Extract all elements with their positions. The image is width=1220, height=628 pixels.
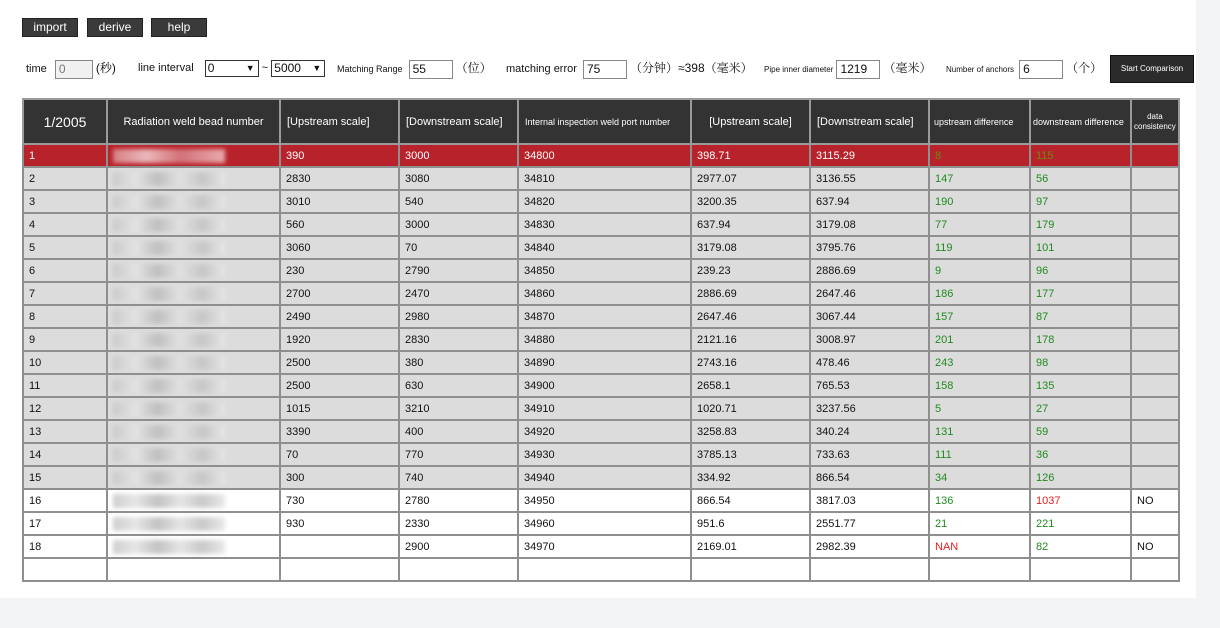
pipe-diameter-unit: （毫米） xyxy=(883,61,932,75)
cell-data-consistency xyxy=(1131,512,1179,535)
cell-data-consistency xyxy=(1131,305,1179,328)
col-downstream-difference[interactable]: downstream difference xyxy=(1030,99,1131,144)
cell-row-number: 13 xyxy=(23,420,107,443)
cell-weld-bead-number xyxy=(107,535,280,558)
redacted-value xyxy=(113,264,225,278)
table-row[interactable] xyxy=(23,535,1179,558)
cell-weld-bead-number xyxy=(107,558,280,581)
cell-weld-bead-number xyxy=(107,213,280,236)
cell-row-number: 17 xyxy=(23,512,107,535)
cell-downstream-difference: 126 xyxy=(1030,466,1131,489)
table-row[interactable] xyxy=(23,397,1179,420)
cell-row-number: 10 xyxy=(23,351,107,374)
cell-inspection-downstream: 3067.44 xyxy=(810,305,929,328)
table-row[interactable] xyxy=(23,558,1179,581)
table-row[interactable] xyxy=(23,236,1179,259)
cell-weld-port-number: 34960 xyxy=(518,512,691,535)
cell-downstream-difference: 115 xyxy=(1030,144,1131,167)
matching-error-control xyxy=(506,58,753,80)
cell-data-consistency xyxy=(1131,259,1179,282)
table-row[interactable] xyxy=(23,328,1179,351)
redacted-value xyxy=(113,195,225,209)
cell-upstream-scale: 730 xyxy=(280,489,399,512)
cell-downstream-scale: 3080 xyxy=(399,167,518,190)
cell-inspection-upstream: 334.92 xyxy=(691,466,810,489)
cell-upstream-difference: 186 xyxy=(929,282,1030,305)
cell-upstream-scale: 1015 xyxy=(280,397,399,420)
matching-range-label: Matching Range xyxy=(337,64,403,74)
cell-upstream-scale: 560 xyxy=(280,213,399,236)
cell-weld-bead-number xyxy=(107,305,280,328)
cell-weld-bead-number xyxy=(107,190,280,213)
table-row[interactable] xyxy=(23,259,1179,282)
time-control xyxy=(26,58,116,80)
cell-downstream-difference: 36 xyxy=(1030,443,1131,466)
cell-row-number: 5 xyxy=(23,236,107,259)
cell-row-number: 9 xyxy=(23,328,107,351)
cell-inspection-downstream: 2551.77 xyxy=(810,512,929,535)
col-inspection-downstream-scale[interactable]: [Downstream scale] xyxy=(810,99,929,144)
cell-downstream-scale: 2980 xyxy=(399,305,518,328)
cell-upstream-difference: 243 xyxy=(929,351,1030,374)
cell-inspection-downstream: 733.63 xyxy=(810,443,929,466)
line-to-value: 5000 xyxy=(274,60,301,75)
cell-upstream-scale xyxy=(280,535,399,558)
pipe-diameter-input[interactable]: 1219 xyxy=(836,60,880,79)
cell-downstream-difference: 82 xyxy=(1030,535,1131,558)
cell-weld-port-number: 34810 xyxy=(518,167,691,190)
anchors-input[interactable]: 6 xyxy=(1019,60,1063,79)
table-row[interactable] xyxy=(23,144,1179,167)
cell-upstream-scale: 2500 xyxy=(280,374,399,397)
table-row[interactable] xyxy=(23,489,1179,512)
cell-inspection-upstream: 2658.1 xyxy=(691,374,810,397)
cell-inspection-upstream: 2169.01 xyxy=(691,535,810,558)
cell-weld-bead-number xyxy=(107,512,280,535)
cell-upstream-scale: 300 xyxy=(280,466,399,489)
cell-inspection-upstream: 2743.16 xyxy=(691,351,810,374)
cell-inspection-upstream: 398.71 xyxy=(691,144,810,167)
redacted-value xyxy=(113,379,225,393)
cell-inspection-upstream: 2977.07 xyxy=(691,167,810,190)
cell-downstream-scale: 3000 xyxy=(399,213,518,236)
cell-upstream-scale: 230 xyxy=(280,259,399,282)
redacted-value xyxy=(113,471,225,485)
cell-weld-port-number: 34850 xyxy=(518,259,691,282)
anchors-unit: （个） xyxy=(1066,61,1103,75)
help-button[interactable]: help xyxy=(151,18,207,37)
cell-data-consistency xyxy=(1131,144,1179,167)
tilde-separator: ~ xyxy=(261,62,269,74)
cell-upstream-difference: 158 xyxy=(929,374,1030,397)
cell-row-number: 6 xyxy=(23,259,107,282)
cell-weld-bead-number xyxy=(107,466,280,489)
cell-data-consistency: NO xyxy=(1131,535,1179,558)
cell-row-number: 4 xyxy=(23,213,107,236)
table-row[interactable] xyxy=(23,351,1179,374)
table-row[interactable] xyxy=(23,512,1179,535)
comparison-table xyxy=(22,98,1180,582)
cell-inspection-downstream: 3179.08 xyxy=(810,213,929,236)
cell-data-consistency xyxy=(1131,374,1179,397)
cell-upstream-difference: 5 xyxy=(929,397,1030,420)
cell-inspection-upstream: 3200.35 xyxy=(691,190,810,213)
cell-downstream-scale: 2780 xyxy=(399,489,518,512)
col-inspection-upstream-scale[interactable]: [Upstream scale] xyxy=(691,99,810,144)
cell-data-consistency xyxy=(1131,443,1179,466)
cell-downstream-scale xyxy=(399,558,518,581)
cell-upstream-difference: 111 xyxy=(929,443,1030,466)
cell-inspection-upstream: 3785.13 xyxy=(691,443,810,466)
redacted-value xyxy=(113,494,225,508)
cell-inspection-downstream xyxy=(810,558,929,581)
cell-row-number: 3 xyxy=(23,190,107,213)
cell-row-number: 12 xyxy=(23,397,107,420)
cell-downstream-scale: 400 xyxy=(399,420,518,443)
line-interval-label: line interval xyxy=(138,62,194,74)
cell-downstream-difference: 135 xyxy=(1030,374,1131,397)
cell-upstream-difference: 77 xyxy=(929,213,1030,236)
col-upstream-difference[interactable]: upstream difference xyxy=(929,99,1030,144)
cell-upstream-scale: 1920 xyxy=(280,328,399,351)
cell-upstream-scale: 2490 xyxy=(280,305,399,328)
cell-upstream-scale: 2500 xyxy=(280,351,399,374)
cell-row-number: 14 xyxy=(23,443,107,466)
cell-upstream-difference: 34 xyxy=(929,466,1030,489)
cell-downstream-difference: 101 xyxy=(1030,236,1131,259)
redacted-value xyxy=(113,333,225,347)
table-row[interactable] xyxy=(23,167,1179,190)
cell-weld-bead-number xyxy=(107,167,280,190)
cell-upstream-difference: 131 xyxy=(929,420,1030,443)
cell-upstream-scale: 3010 xyxy=(280,190,399,213)
cell-inspection-downstream: 2886.69 xyxy=(810,259,929,282)
cell-weld-port-number: 34800 xyxy=(518,144,691,167)
cell-weld-port-number: 34870 xyxy=(518,305,691,328)
cell-inspection-downstream: 478.46 xyxy=(810,351,929,374)
table-row[interactable] xyxy=(23,374,1179,397)
cell-row-number xyxy=(23,558,107,581)
cell-data-consistency xyxy=(1131,167,1179,190)
redacted-value xyxy=(113,448,225,462)
cell-upstream-difference: NAN xyxy=(929,535,1030,558)
cell-weld-port-number: 34920 xyxy=(518,420,691,443)
cell-weld-bead-number xyxy=(107,420,280,443)
cell-upstream-difference: 136 xyxy=(929,489,1030,512)
cell-upstream-difference: 21 xyxy=(929,512,1030,535)
cell-row-number: 1 xyxy=(23,144,107,167)
table-row[interactable] xyxy=(23,213,1179,236)
cell-data-consistency xyxy=(1131,351,1179,374)
cell-downstream-scale: 380 xyxy=(399,351,518,374)
line-from-value: 0 xyxy=(207,60,215,75)
cell-inspection-downstream: 3136.55 xyxy=(810,167,929,190)
cell-weld-port-number: 34930 xyxy=(518,443,691,466)
cell-upstream-scale: 2700 xyxy=(280,282,399,305)
cell-row-number: 8 xyxy=(23,305,107,328)
time-unit: (秒) xyxy=(95,61,116,75)
cell-downstream-scale: 770 xyxy=(399,443,518,466)
cell-inspection-downstream: 765.53 xyxy=(810,374,929,397)
cell-weld-bead-number xyxy=(107,443,280,466)
table-row[interactable] xyxy=(23,420,1179,443)
cell-inspection-upstream: 637.94 xyxy=(691,213,810,236)
cell-weld-bead-number xyxy=(107,259,280,282)
cell-weld-port-number: 34830 xyxy=(518,213,691,236)
cell-data-consistency xyxy=(1131,213,1179,236)
cell-upstream-scale: 390 xyxy=(280,144,399,167)
cell-data-consistency xyxy=(1131,282,1179,305)
cell-upstream-difference: 201 xyxy=(929,328,1030,351)
cell-weld-port-number: 34890 xyxy=(518,351,691,374)
cell-row-number: 16 xyxy=(23,489,107,512)
cell-weld-bead-number xyxy=(107,351,280,374)
time-label: time xyxy=(26,63,47,75)
anchors-control xyxy=(946,58,1102,80)
cell-upstream-difference xyxy=(929,558,1030,581)
cell-upstream-scale: 3060 xyxy=(280,236,399,259)
cell-weld-bead-number xyxy=(107,144,280,167)
table-row[interactable] xyxy=(23,443,1179,466)
redacted-value xyxy=(113,287,225,301)
line-from-select[interactable] xyxy=(205,60,259,77)
col-internal-inspection-weld-port-number[interactable]: Internal inspection weld port number xyxy=(518,99,691,144)
cell-downstream-scale: 2790 xyxy=(399,259,518,282)
redacted-value xyxy=(113,172,225,186)
cell-downstream-difference: 178 xyxy=(1030,328,1131,351)
cell-inspection-upstream: 951.6 xyxy=(691,512,810,535)
table-header-row xyxy=(23,99,1179,144)
line-to-select[interactable] xyxy=(271,60,325,77)
cell-downstream-scale: 2330 xyxy=(399,512,518,535)
cell-downstream-difference: 221 xyxy=(1030,512,1131,535)
table-row[interactable] xyxy=(23,190,1179,213)
cell-upstream-difference: 9 xyxy=(929,259,1030,282)
cell-row-number: 7 xyxy=(23,282,107,305)
cell-row-number: 11 xyxy=(23,374,107,397)
cell-weld-bead-number xyxy=(107,328,280,351)
cell-weld-port-number xyxy=(518,558,691,581)
redacted-value xyxy=(113,218,225,232)
cell-inspection-downstream: 3237.56 xyxy=(810,397,929,420)
derive-button[interactable]: derive xyxy=(87,18,143,37)
table-row[interactable] xyxy=(23,466,1179,489)
cell-data-consistency xyxy=(1131,397,1179,420)
cell-data-consistency xyxy=(1131,190,1179,213)
cell-weld-port-number: 34900 xyxy=(518,374,691,397)
cell-inspection-upstream: 1020.71 xyxy=(691,397,810,420)
cell-upstream-difference: 119 xyxy=(929,236,1030,259)
anchors-label: Number of anchors xyxy=(946,65,1015,74)
cell-row-number: 18 xyxy=(23,535,107,558)
page-indicator: 1/2005 xyxy=(23,99,107,144)
pipe-diameter-control xyxy=(764,58,932,80)
redacted-value xyxy=(113,517,225,531)
cell-weld-bead-number xyxy=(107,282,280,305)
cell-downstream-difference: 59 xyxy=(1030,420,1131,443)
cell-upstream-scale: 2830 xyxy=(280,167,399,190)
time-input[interactable]: 0 xyxy=(55,60,93,79)
cell-inspection-downstream: 2982.39 xyxy=(810,535,929,558)
cell-inspection-upstream: 866.54 xyxy=(691,489,810,512)
cell-weld-port-number: 34840 xyxy=(518,236,691,259)
redacted-value xyxy=(113,356,225,370)
cell-downstream-scale: 2470 xyxy=(399,282,518,305)
start-comparison-button[interactable]: Start Comparison xyxy=(1110,55,1194,83)
col-data-consistency[interactable]: data consistency xyxy=(1131,99,1179,144)
cell-inspection-upstream: 2647.46 xyxy=(691,305,810,328)
cell-downstream-difference: 97 xyxy=(1030,190,1131,213)
cell-downstream-scale: 70 xyxy=(399,236,518,259)
cell-downstream-difference: 96 xyxy=(1030,259,1131,282)
cell-upstream-scale: 70 xyxy=(280,443,399,466)
cell-data-consistency xyxy=(1131,328,1179,351)
cell-upstream-scale: 3390 xyxy=(280,420,399,443)
cell-inspection-upstream: 3258.83 xyxy=(691,420,810,443)
cell-weld-bead-number xyxy=(107,489,280,512)
cell-weld-port-number: 34860 xyxy=(518,282,691,305)
col-downstream-scale[interactable]: [Downstream scale] xyxy=(399,99,518,144)
cell-weld-port-number: 34950 xyxy=(518,489,691,512)
matching-range-input[interactable]: 55 xyxy=(409,60,453,79)
col-radiation-weld-bead-number[interactable]: Radiation weld bead number xyxy=(107,99,280,144)
cell-weld-port-number: 34880 xyxy=(518,328,691,351)
cell-downstream-scale: 540 xyxy=(399,190,518,213)
cell-upstream-difference: 190 xyxy=(929,190,1030,213)
cell-upstream-difference: 157 xyxy=(929,305,1030,328)
cell-row-number: 2 xyxy=(23,167,107,190)
matching-range-control xyxy=(337,58,492,80)
cell-downstream-difference: 87 xyxy=(1030,305,1131,328)
cell-inspection-downstream: 3817.03 xyxy=(810,489,929,512)
redacted-value xyxy=(113,540,225,554)
cell-inspection-upstream xyxy=(691,558,810,581)
cell-downstream-difference: 1037 xyxy=(1030,489,1131,512)
import-button[interactable]: import xyxy=(22,18,78,37)
col-upstream-scale[interactable]: [Upstream scale] xyxy=(280,99,399,144)
table-row[interactable] xyxy=(23,282,1179,305)
cell-downstream-scale: 630 xyxy=(399,374,518,397)
matching-range-unit: （位） xyxy=(455,61,492,75)
cell-inspection-downstream: 3008.97 xyxy=(810,328,929,351)
cell-downstream-difference: 177 xyxy=(1030,282,1131,305)
cell-weld-port-number: 34910 xyxy=(518,397,691,420)
cell-upstream-scale xyxy=(280,558,399,581)
cell-weld-port-number: 34820 xyxy=(518,190,691,213)
chevron-down-icon: ▼ xyxy=(312,62,322,73)
redacted-value xyxy=(113,149,225,163)
cell-downstream-scale: 2830 xyxy=(399,328,518,351)
redacted-value xyxy=(113,402,225,416)
cell-weld-bead-number xyxy=(107,236,280,259)
cell-downstream-difference: 98 xyxy=(1030,351,1131,374)
cell-inspection-downstream: 637.94 xyxy=(810,190,929,213)
cell-inspection-upstream: 2121.16 xyxy=(691,328,810,351)
pipe-diameter-label: Pipe inner diameter xyxy=(764,65,834,74)
cell-data-consistency xyxy=(1131,420,1179,443)
cell-data-consistency xyxy=(1131,236,1179,259)
cell-downstream-scale: 2900 xyxy=(399,535,518,558)
cell-inspection-upstream: 239.23 xyxy=(691,259,810,282)
cell-weld-bead-number xyxy=(107,397,280,420)
cell-downstream-difference: 179 xyxy=(1030,213,1131,236)
chevron-down-icon: ▼ xyxy=(245,62,255,73)
cell-data-consistency xyxy=(1131,466,1179,489)
line-interval-control xyxy=(138,58,325,80)
cell-data-consistency: NO xyxy=(1131,489,1179,512)
cell-inspection-upstream: 2886.69 xyxy=(691,282,810,305)
cell-inspection-downstream: 2647.46 xyxy=(810,282,929,305)
cell-weld-port-number: 34940 xyxy=(518,466,691,489)
cell-downstream-difference xyxy=(1030,558,1131,581)
cell-data-consistency xyxy=(1131,558,1179,581)
matching-error-unit: （分钟）≈398（毫米） xyxy=(630,61,753,75)
cell-downstream-scale: 3210 xyxy=(399,397,518,420)
cell-inspection-downstream: 3795.76 xyxy=(810,236,929,259)
cell-inspection-downstream: 340.24 xyxy=(810,420,929,443)
cell-downstream-difference: 27 xyxy=(1030,397,1131,420)
matching-error-label: matching error xyxy=(506,63,577,75)
cell-upstream-difference: 8 xyxy=(929,144,1030,167)
cell-upstream-difference: 147 xyxy=(929,167,1030,190)
cell-downstream-difference: 56 xyxy=(1030,167,1131,190)
table-row[interactable] xyxy=(23,305,1179,328)
cell-row-number: 15 xyxy=(23,466,107,489)
redacted-value xyxy=(113,425,225,439)
cell-downstream-scale: 740 xyxy=(399,466,518,489)
cell-inspection-upstream: 3179.08 xyxy=(691,236,810,259)
cell-weld-bead-number xyxy=(107,374,280,397)
cell-upstream-scale: 930 xyxy=(280,512,399,535)
redacted-value xyxy=(113,241,225,255)
redacted-value xyxy=(113,310,225,324)
cell-downstream-scale: 3000 xyxy=(399,144,518,167)
cell-inspection-downstream: 3115.29 xyxy=(810,144,929,167)
cell-weld-port-number: 34970 xyxy=(518,535,691,558)
matching-error-input[interactable]: 75 xyxy=(583,60,627,79)
cell-inspection-downstream: 866.54 xyxy=(810,466,929,489)
